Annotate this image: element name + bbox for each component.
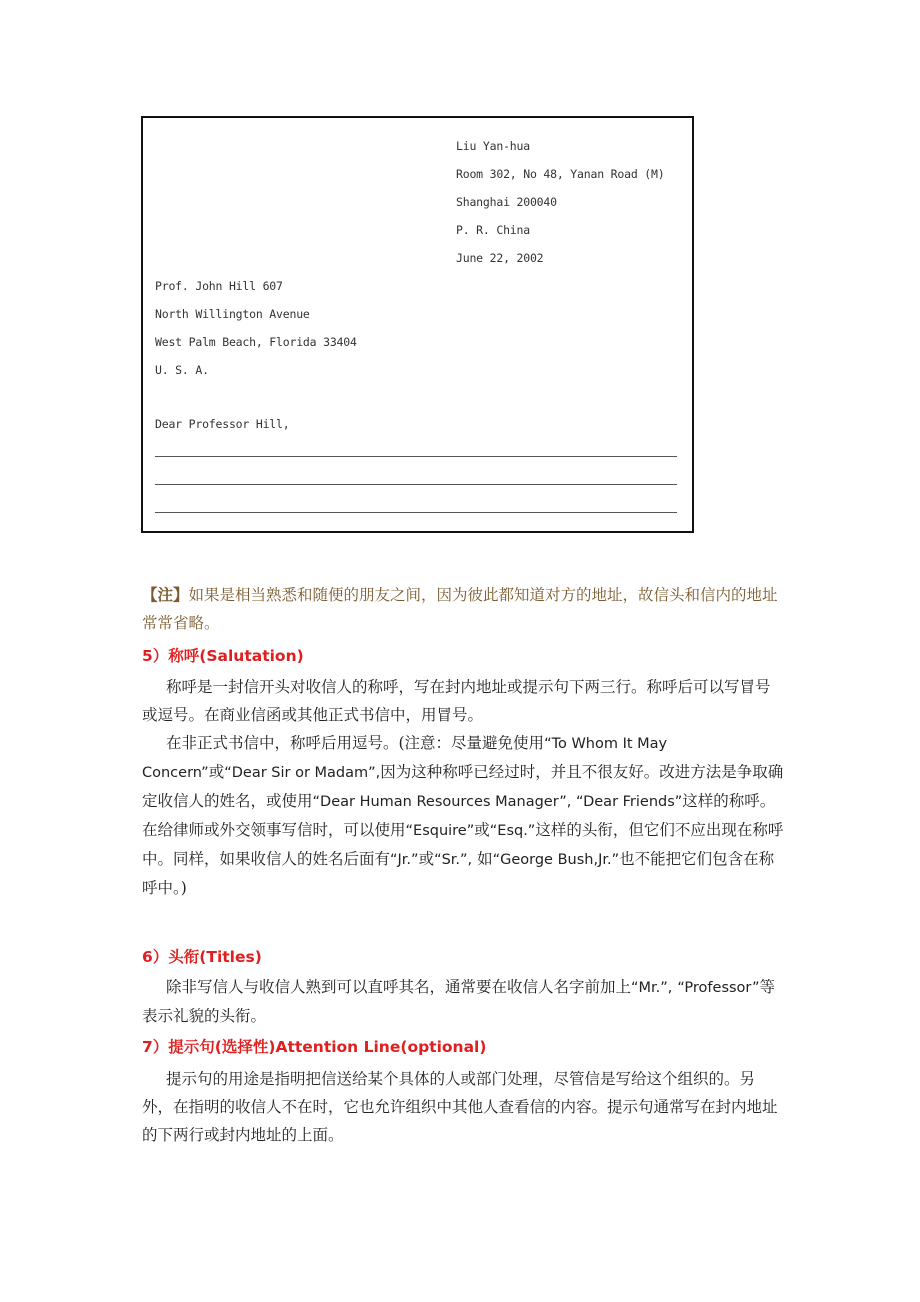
salutation-paragraph-2: 在非正式书信中，称呼后用逗号。(注意：尽量避免使用“To Whom It May Concern”或“Dear Sir or Madam”,因为这种称呼已经过时，并且不很友好。改进方法是争取确定收信人的姓名，或使用“Dear Human Resources Manager”, “Dear Friends”这样的称呼。在给律师或外交领事写信时，可以使用“Esquire”或“Esq.”这样的头衔，但它们不应出现在称呼中。同样，如果收信人的姓名后面有“Jr.”或“Sr.”, 如“George Bush,Jr.”也不能把它们包含在称呼中。) <box>142 734 784 897</box>
note-text: 如果是相当熟悉和随便的朋友之间，因为彼此都知道对方的地址，故信头和信内的地址常常省略。 <box>142 586 778 632</box>
salutation-body <box>142 673 784 902</box>
sender-street: Room 302, No 48, Yanan Road (M) <box>456 167 665 181</box>
body-rule <box>155 484 677 485</box>
letter-salutation: Dear Professor Hill, <box>155 417 290 431</box>
body-rule <box>155 456 677 457</box>
sender-country: P. R. China <box>456 223 530 237</box>
note-mark: 【注】 <box>142 585 189 604</box>
attention-line-body <box>142 1065 784 1149</box>
attention-line-paragraph: 提示句的用途是指明把信送给某个具体的人或部门处理，尽管信是写给这个组织的。另外，在指明的收信人不在时，它也允许组织中其他人查看信的内容。提示句通常写在封内地址的下两行或封内地址的上面。 <box>142 1070 778 1144</box>
section-heading-attention-line: 7）提示句(选择性)Attention Line(optional) <box>142 1038 487 1056</box>
recipient-city: West Palm Beach, Florida 33404 <box>155 335 357 349</box>
recipient-street: North Willington Avenue <box>155 307 310 321</box>
sender-city: Shanghai 200040 <box>456 195 557 209</box>
letter-date: June 22, 2002 <box>456 251 544 265</box>
section-heading-titles: 6）头衔(Titles) <box>142 948 262 966</box>
salutation-paragraph-1: 称呼是一封信开头对收信人的称呼，写在封内地址或提示句下两三行。称呼后可以写冒号或逗号。在商业信函或其他正式书信中，用冒号。 <box>142 678 771 724</box>
sender-address <box>456 138 664 278</box>
titles-paragraph: 除非写信人与收信人熟到可以直呼其名，通常要在收信人名字前加上“Mr.”, “Professor”等表示礼貌的头衔。 <box>142 978 776 1025</box>
inside-address <box>155 278 357 390</box>
recipient-country: U. S. A. <box>155 363 209 377</box>
body-rule <box>155 512 677 513</box>
section-heading-salutation: 5）称呼(Salutation) <box>142 647 304 665</box>
note-paragraph <box>142 581 784 637</box>
sender-name: Liu Yan-hua <box>456 139 530 153</box>
titles-body <box>142 973 784 1030</box>
letter-sample <box>141 116 694 533</box>
recipient-name: Prof. John Hill 607 <box>155 279 283 293</box>
